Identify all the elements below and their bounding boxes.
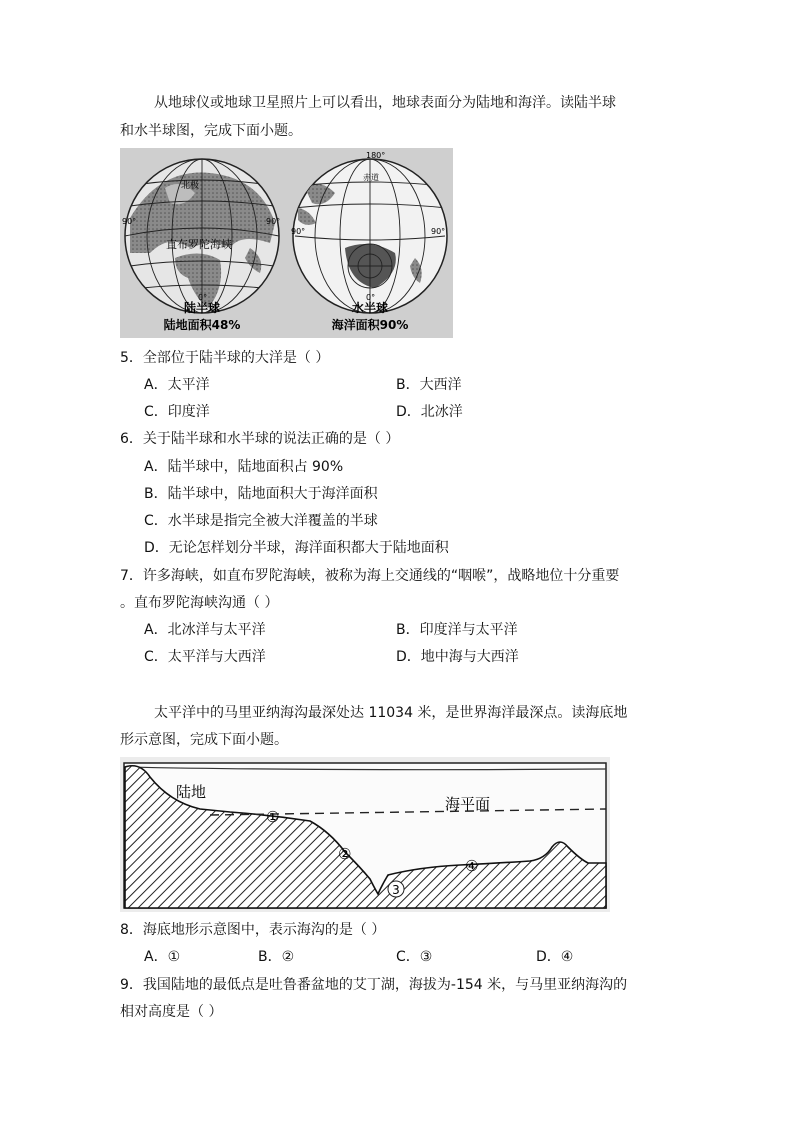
q9-stem-line1: 9．我国陆地的最低点是吐鲁番盆地的艾丁湖，海拔为-154 米，与马里亚纳海沟的 bbox=[120, 977, 628, 993]
equator-label: 赤道 bbox=[363, 173, 379, 182]
water-lon-right: 90° bbox=[431, 227, 446, 236]
seafloor-diagram bbox=[120, 757, 610, 912]
q7-option-c: C．太平洋与大西洋 bbox=[144, 649, 266, 665]
intro1-line2: 和水半球图，完成下面小题。 bbox=[120, 123, 302, 139]
marker-2: ② bbox=[338, 845, 352, 863]
gibraltar-label: 直布罗陀海峡 bbox=[166, 238, 232, 251]
land-label: 陆地 bbox=[176, 783, 207, 801]
marker-4: ④ bbox=[465, 857, 479, 875]
q5-stem: 5．全部位于陆半球的大洋是（ ） bbox=[120, 350, 330, 366]
q8-option-a: A．① bbox=[144, 949, 181, 965]
water-lon-left: 90° bbox=[291, 227, 306, 236]
water-area-ratio: 海洋面积90% bbox=[331, 318, 409, 332]
water-lon-top: 180° bbox=[366, 151, 386, 160]
intro2-line2: 形示意图，完成下面小题。 bbox=[120, 732, 288, 748]
q7-option-b: B．印度洋与太平洋 bbox=[396, 622, 518, 638]
q5-option-b: B．大西洋 bbox=[396, 377, 462, 393]
marker-3: 3 bbox=[392, 883, 400, 897]
q6-option-d: D．无论怎样划分半球，海洋面积都大于陆地面积 bbox=[144, 540, 449, 556]
intro2-line1: 太平洋中的马里亚纳海沟最深处达 11034 米，是世界海洋最深点。读海底地 bbox=[154, 705, 628, 721]
q5-option-a: A．太平洋 bbox=[144, 377, 210, 393]
q8-stem: 8．海底地形示意图中，表示海沟的是（ ） bbox=[120, 922, 386, 938]
north-pole-label: 北极 bbox=[181, 181, 200, 191]
water-lon-bottom: 0° bbox=[366, 293, 376, 302]
q6-option-a: A．陆半球中，陆地面积占 90% bbox=[144, 459, 344, 475]
q5-option-d: D．北冰洋 bbox=[396, 404, 463, 420]
hemisphere-figure bbox=[120, 148, 453, 338]
q8-option-b: B．② bbox=[258, 949, 295, 965]
q6-option-b: B．陆半球中，陆地面积大于海洋面积 bbox=[144, 486, 378, 502]
land-hemisphere-title: 陆半球 bbox=[183, 301, 221, 315]
q7-stem-line1: 7．许多海峡，如直布罗陀海峡，被称为海上交通线的“咽喉”，战略地位十分重要 bbox=[120, 568, 620, 584]
q5-option-c: C．印度洋 bbox=[144, 404, 210, 420]
sea-level-label: 海平面 bbox=[445, 795, 491, 813]
land-lon-left: 90° bbox=[122, 217, 137, 226]
marker-1: ① bbox=[266, 808, 280, 826]
intro1-line1: 从地球仪或地球卫星照片上可以看出，地球表面分为陆地和海洋。读陆半球 bbox=[154, 95, 616, 111]
water-hemisphere-title: 水半球 bbox=[351, 301, 389, 315]
q7-option-a: A．北冰洋与太平洋 bbox=[144, 622, 266, 638]
land-area-ratio: 陆地面积48% bbox=[163, 318, 241, 332]
q6-option-c: C．水半球是指完全被大洋覆盖的半球 bbox=[144, 513, 378, 529]
q9-stem-line2: 相对高度是（ ） bbox=[120, 1004, 223, 1020]
land-lon-right: 90° bbox=[266, 217, 281, 226]
q6-stem: 6．关于陆半球和水半球的说法正确的是（ ） bbox=[120, 431, 400, 447]
land-lon-bottom: 0° bbox=[198, 293, 208, 302]
q7-stem-line2: 。直布罗陀海峡沟通（ ） bbox=[120, 595, 279, 611]
q8-option-c: C．③ bbox=[396, 949, 433, 965]
q8-option-d: D．④ bbox=[536, 949, 574, 965]
q7-option-d: D．地中海与大西洋 bbox=[396, 649, 519, 665]
